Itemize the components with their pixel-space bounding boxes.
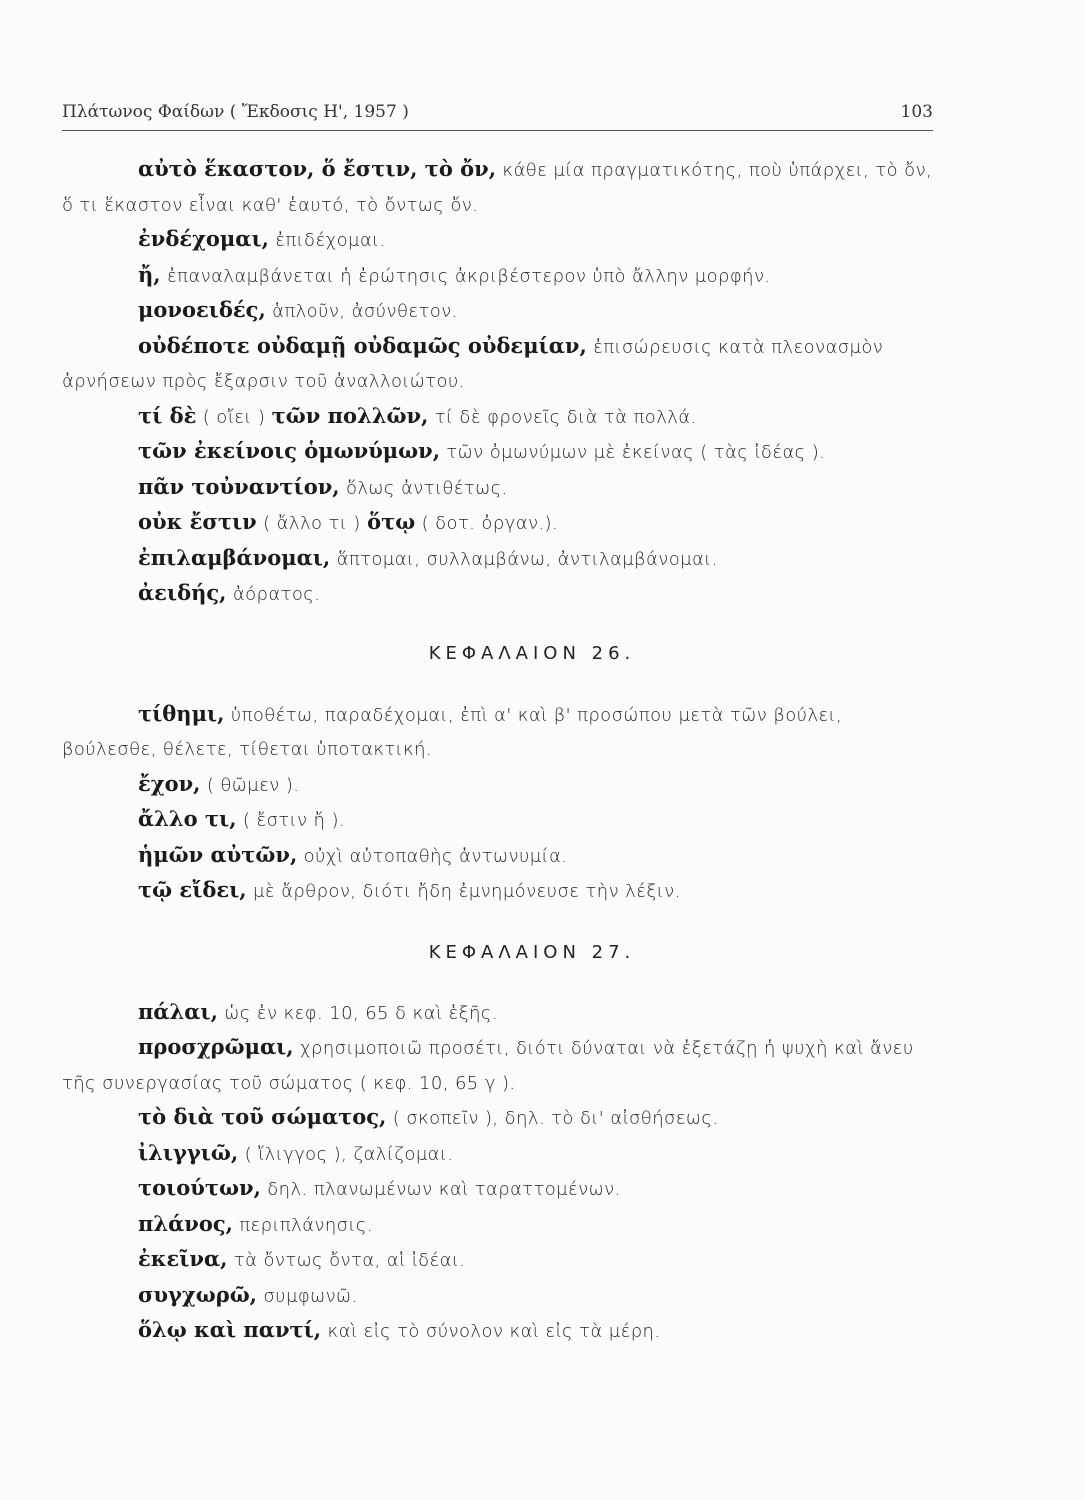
running-header [62,102,933,131]
entry: πάλαι, ὡς ἐν κεφ. 10, 65 δ καὶ ἑξῆς. [138,998,498,1024]
entry: τί δὲ ( οἴει ) τῶν πολλῶν, τί δὲ φρονεῖς διὰ τὰ πολλά. [138,402,697,428]
entry: ἔχον, ( θῶμεν ). [138,770,300,796]
page-number: 103 [900,102,933,122]
entry: τίθημι, ὑποθέτω, παραδέχομαι, ἐπὶ α' καὶ β' προσώπου μετὰ τῶν βούλει, βούλεσθε, θέλετε, τίθεται ὑποτακτική. [62,700,843,760]
entry: ἄλλο τι, ( ἔστιν ἤ ). [138,806,346,831]
entry: προσχρῶμαι, χρησιμοποιῶ προσέτι, διότι δύναται νὰ ἐξετάζῃ ἡ ψυχὴ καὶ ἄνευ τῆς συνεργασίας τοῦ σώματος ( κεφ. 10, 65 γ ). [62,1034,914,1094]
chapter-heading: ΚΕΦΑΛΑΙΟΝ 26. [428,642,636,664]
entry: τὸ διὰ τοῦ σώματος, ( σκοπεῖν ), δηλ. τὸ δι' αἰσθήσεως. [138,1104,719,1129]
entry: τῶν ἐκείνοις ὁμωνύμων, τῶν ὁμωνύμων μὲ ἐκείνας ( τὰς ἰδέας ). [138,438,826,463]
page-body [62,152,942,1349]
entry: οὐκ ἔστιν ( ἄλλο τι ) ὅτῳ ( δοτ. ὀργαν.). [138,509,559,534]
entry: ἤ, ἐπαναλαμβάνεται ἡ ἐρώτησις ἀκριβέστερον ὑπὸ ἄλλην μορφήν. [138,261,771,287]
entry: ἡμῶν αὐτῶν, οὐχὶ αὐτοπαθὴς ἀντωνυμία. [138,841,568,867]
entry: πᾶν τοὐναντίον, ὅλως ἀντιθέτως. [138,473,508,499]
entry: ἰλιγγιῶ, ( ἴλιγγος ), ζαλίζομαι. [138,1139,454,1165]
running-title: Πλάτωνος Φαίδων ( Ἔκδοσις Η', 1957 ) [62,102,409,122]
chapter-heading: ΚΕΦΑΛΑΙΟΝ 27. [428,941,636,963]
entry: ἐνδέχομαι, ἐπιδέχομαι. [138,226,386,251]
entry: αὐτὸ ἕκαστον, ὅ ἔστιν, τὸ ὄν, κάθε μία πραγματικότης, ποὺ ὑπάρχει, τὸ ὄν, ὅ τι ἕκαστον εἶναι καθ' ἑαυτό, τὸ ὄντως ὄν. [62,156,933,216]
entry: ἐπιλαμβάνομαι, ἅπτομαι, συλλαμβάνω, ἀντιλαμβάνομαι. [138,544,718,570]
entry: μονοειδές, ἁπλοῦν, ἀσύνθετον. [138,297,458,322]
entry: τοιούτων, δηλ. πλανωμένων καὶ ταραττομένων. [138,1175,621,1200]
entry: συγχωρῶ, συμφωνῶ. [138,1281,358,1307]
entry: τῷ εἴδει, μὲ ἄρθρον, διότι ἤδη ἐμνημόνευσε τὴν λέξιν. [138,877,681,902]
entry: οὐδέποτε οὐδαμῇ οὐδαμῶς οὐδεμίαν, ἐπισώρευσις κατὰ πλεονασμὸν ἀρνήσεων πρὸς ἔξαρσιν τοῦ ἀναλλοιώτου. [62,332,884,392]
entry: ἀειδής, ἀόρατος. [138,580,321,605]
entry: ἐκεῖνα, τὰ ὄντως ὄντα, αἱ ἰδέαι. [138,1246,466,1271]
entry: ὅλῳ καὶ παντί, καὶ εἰς τὸ σύνολον καὶ εἰς τὰ μέρη. [138,1317,661,1342]
entry: πλάνος, περιπλάνησις. [138,1210,373,1236]
